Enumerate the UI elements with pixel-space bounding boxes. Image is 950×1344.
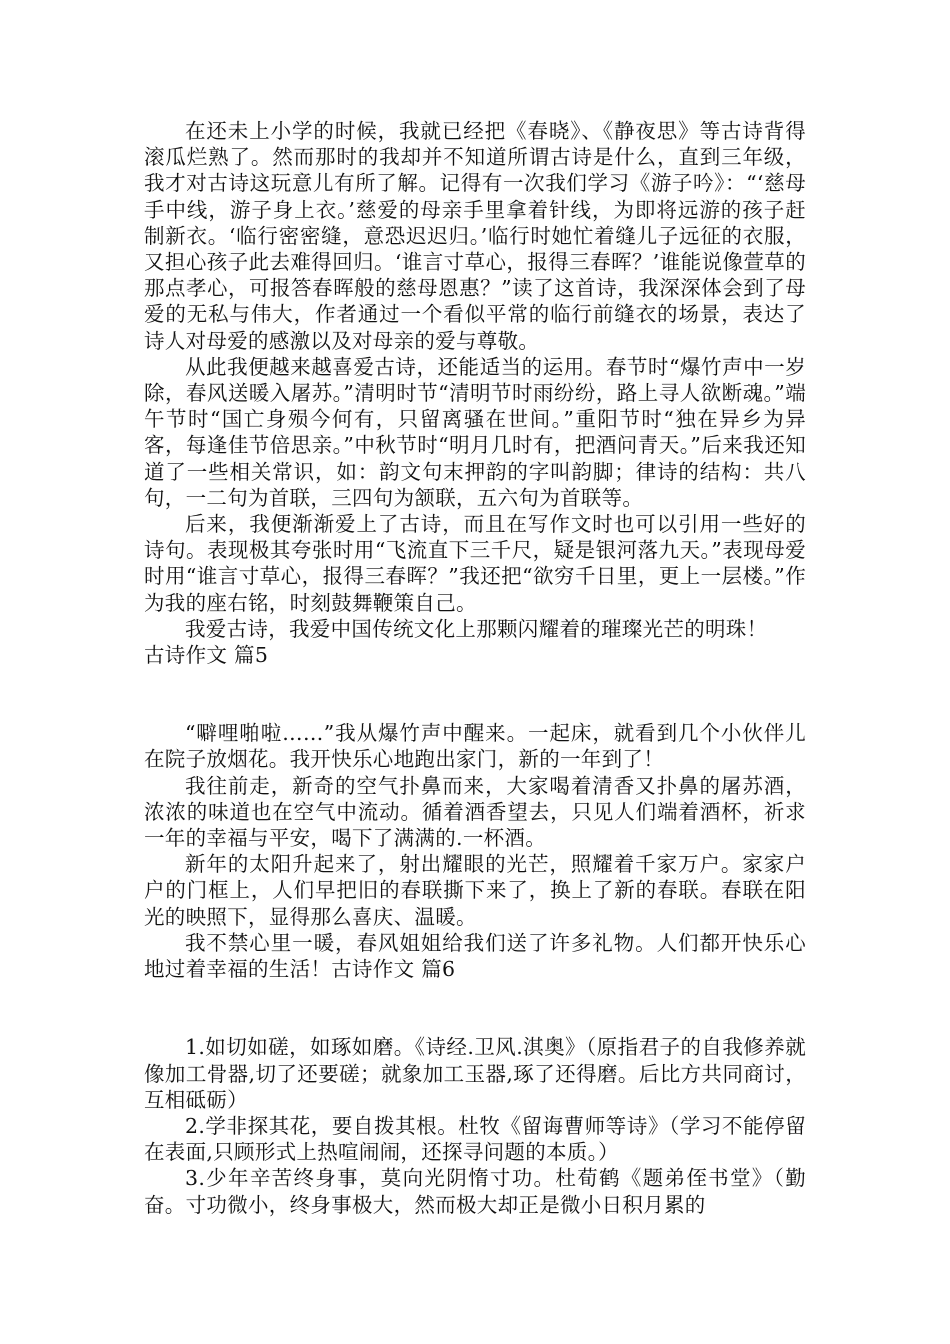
paragraph: 在还未上小学的时候，我就已经把《春晓》、《静夜思》等古诗背得滚瓜烂熟了。然而那时的我却并不知道所谓古诗是什么，直到三年级，我才对古诗这玩意儿有所了解。记得有一次我们学习《游子吟》：“‘慈母手中线，游子身上衣。’慈爱的母亲手里拿着针线，为即将远游的孩子赶制新衣。‘临行密密缝，意恐迟迟归。’临行时她忙着缝儿子远征的衣服，又担心孩子此去难得回归。‘谁言寸草心，报得三春晖？’谁能说像萱草的那点孝心，可报答春晖般的慈母恩惠？”读了这首诗，我深深体会到了母爱的无私与伟大，作者通过一个看似平常的临行前缝衣的场景，表达了诗人对母爱的感激以及对母亲的爱与尊敬。 bbox=[144, 119, 806, 353]
document-page bbox=[144, 118, 806, 1218]
paragraph: 我爱古诗，我爱中国传统文化上那颗闪耀着的璀璨光芒的明珠！ bbox=[185, 616, 768, 641]
paragraph: 新年的太阳升起来了，射出耀眼的光芒，照耀着千家万户。家家户户的门框上，人们早把旧的春联撕下来了，换上了新的春联。春联在阳光的映照下，显得那么喜庆、温暖。 bbox=[144, 852, 806, 929]
spacer bbox=[144, 982, 806, 1034]
paragraph: 2.学非探其花，要自拨其根。杜牧《留诲曹师等诗》（学习不能停留在表面,只顾形式上热喧闹闹，还探寻问题的本质。） bbox=[144, 1113, 806, 1165]
section-heading: 古诗作文 篇5 bbox=[144, 643, 269, 668]
paragraph: 3.少年辛苦终身事，莫向光阴惰寸功。杜荀鹤《题弟侄书堂》（勤奋。寸功微小，终身事极大，然而极大却正是微小日积月累的 bbox=[144, 1166, 806, 1217]
paragraph-with-heading bbox=[144, 930, 806, 982]
spacer bbox=[144, 668, 806, 720]
paragraph: 我往前走，新奇的空气扑鼻而来，大家喝着清香又扑鼻的屠苏酒，浓浓的味道也在空气中流动。循着酒香望去，只见人们端着酒杯，祈求一年的幸福与平安，喝下了满满的.一杯酒。 bbox=[144, 773, 806, 851]
section-heading: 古诗作文 篇6 bbox=[331, 957, 456, 982]
paragraph-text: 我不禁心里一暖，春风姐姐给我们送了许多礼物。人们都开快乐心地过着幸福的生活！ bbox=[144, 930, 806, 982]
paragraph: “噼哩啪啦……”我从爆竹声中醒来。一起床，就看到几个小伙伴儿在院子放烟花。我开快乐心地跑出家门，新的一年到了！ bbox=[144, 721, 806, 772]
paragraph: 从此我便越来越喜爱古诗，还能适当的运用。春节时“爆竹声中一岁除，春风送暖入屠苏。”清明时节“清明节时雨纷纷，路上寻人欲断魂。”端午节时“国亡身殒今何有，只留离骚在世间。”重阳节时“独在异乡为异客，每逢佳节倍思亲。”中秋节时“明月几时有，把酒问青天。”后来我还知道了一些相关常识，如：韵文句末押韵的字叫韵脚；律诗的结构：共八句，一二句为首联，三四句为颔联，五六句为首联等。 bbox=[144, 354, 806, 510]
paragraph: 1.如切如磋，如琢如磨。《诗经.卫风.淇奥》（原指君子的自我修养就像加工骨器,切了还要磋；就象加工玉器,琢了还得磨。后比方共同商讨，互相砥砺） bbox=[144, 1035, 806, 1112]
paragraph: 后来，我便渐渐爱上了古诗，而且在写作文时也可以引用一些好的诗句。表现极其夸张时用“飞流直下三千尺，疑是银河落九天。”表现母爱时用“谁言寸草心，报得三春晖？”我还把“欲穷千日里，更上一层楼。”作为我的座右铭，时刻鼓舞鞭策自己。 bbox=[144, 512, 806, 615]
